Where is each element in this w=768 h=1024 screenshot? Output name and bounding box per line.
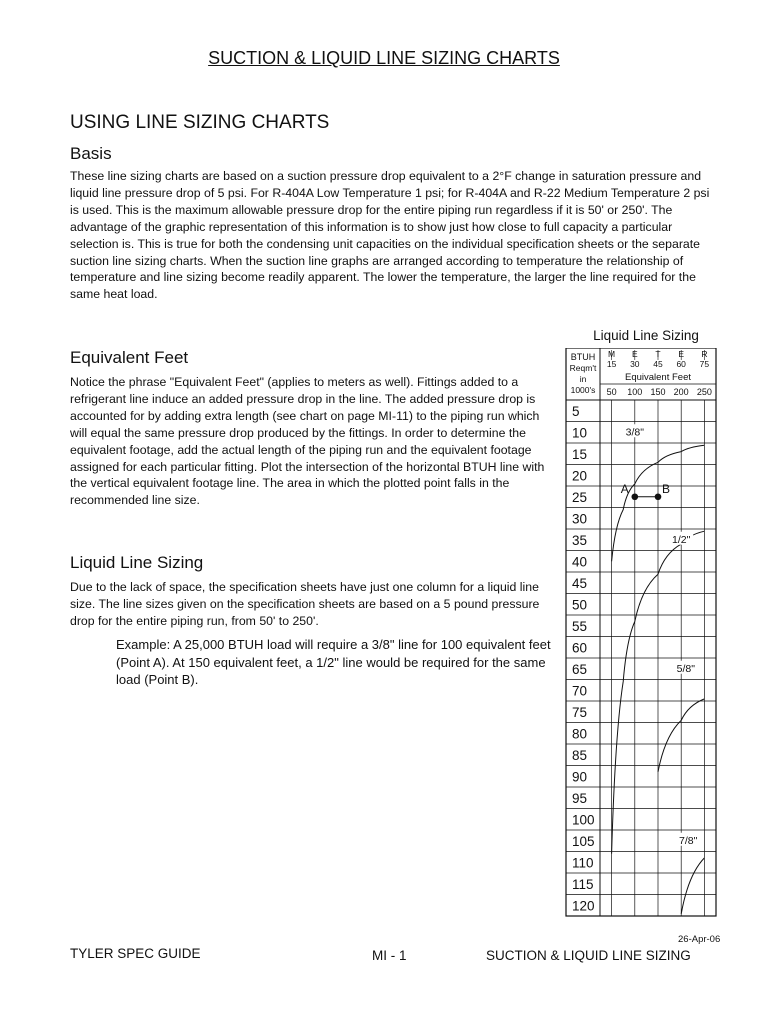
x-tick-label: 50 [606, 387, 617, 397]
section-title: USING LINE SIZING CHARTS [70, 112, 330, 133]
y-row-label: 15 [572, 446, 588, 462]
liquid-line-sizing-chart [560, 348, 720, 930]
example-paragraph: Example: A 25,000 BTUH load will require a 3/8" line for 100 equivalent feet (Point A). At 150 equivalent feet, a 1/2" line would be required for the same load (Point B). [116, 637, 551, 687]
x-tick-label: 250 [696, 387, 712, 397]
y-row-label: 105 [572, 833, 595, 849]
x-tick-label: 200 [673, 387, 689, 397]
meters-value-label: 30 [630, 359, 640, 369]
y-row-label: 35 [572, 532, 588, 548]
zone-label: 5/8" [676, 662, 696, 675]
footer-left: TYLER SPEC GUIDE [70, 946, 201, 961]
y-row-label: 45 [572, 575, 588, 591]
zone-label: 7/8" [678, 834, 698, 847]
meters-header-letter: M [608, 349, 616, 359]
chart-title: Liquid Line Sizing [593, 328, 699, 343]
y-row-label: 70 [572, 683, 588, 699]
x-tick-label: 150 [650, 387, 666, 397]
meters-value-label: 60 [676, 359, 686, 369]
meters-value-label: 15 [606, 359, 617, 369]
y-row-label: 100 [572, 812, 595, 828]
meters-header-letter: T [655, 349, 661, 359]
footer-date: 26-Apr-06 [678, 934, 721, 945]
y-row-label: 65 [572, 661, 588, 677]
y-row-label: 120 [572, 898, 595, 914]
document-title: SUCTION & LIQUID LINE SIZING CHARTS [208, 48, 560, 68]
basis-paragraph: These line sizing charts are based on a suction pressure drop equivalent to a 2°F change in saturation pressure and liquid line pressure drop of 5 psi. For R-404A Low Temperature 1 psi; for R-404A and R-22 Medium Temperature 2 psi is used. This is the maximum allowable pressure drop for the entire piping run regardless if it is 50' or 250'. The advantage of the graphic representation of this information is to show just how close to full capacity a particular selection is. This is true for both the condensing unit capacities on the individual specification sheets or the separate suction line sizing charts. When the suction line graphs are arranged according to temperature the relationship of temperature and line sizing become readily apparent. The lower the temperature, the larger the line required for the same heat load. [70, 169, 710, 302]
equivalent-feet-heading: Equivalent Feet [70, 348, 189, 367]
row-header-text: 1000's [570, 385, 596, 395]
y-row-label: 55 [572, 618, 588, 634]
y-row-label: 40 [572, 554, 588, 570]
zone-label: 1/2" [672, 533, 691, 546]
meters-header-letter: E [631, 349, 638, 359]
y-row-label: 90 [572, 769, 588, 785]
basis-heading: Basis [70, 144, 112, 163]
plotted-point [655, 493, 662, 500]
y-row-label: 30 [572, 511, 588, 527]
y-row-label: 85 [572, 747, 588, 763]
row-header-text: Reqm't [569, 363, 597, 373]
footer-right: SUCTION & LIQUID LINE SIZING [486, 948, 691, 963]
y-row-label: 110 [572, 855, 594, 871]
y-row-label: 5 [572, 403, 580, 419]
line-size-boundary-curve [681, 858, 704, 914]
liquid-line-sizing-heading: Liquid Line Sizing [70, 553, 204, 572]
meters-header-letter: E [678, 349, 685, 359]
y-row-label: 50 [572, 597, 588, 613]
row-header-text: in [579, 374, 587, 384]
row-header-text: BTUH [570, 352, 596, 362]
x-axis-title: Equivalent Feet [624, 372, 692, 383]
y-row-label: 115 [572, 876, 594, 892]
y-row-label: 95 [572, 790, 588, 806]
point-label: B [661, 481, 671, 496]
meters-header-letter: R [701, 349, 708, 359]
meters-value-label: 75 [699, 359, 710, 369]
footer-page-number: MI - 1 [372, 948, 407, 963]
x-tick-label: 100 [627, 387, 643, 397]
equivalent-feet-paragraph: Notice the phrase "Equivalent Feet" (applies to meters as well). Fittings added to a refrigerant line induce an added pressure drop in the line. The added pressure drop is accounted for by adding extra length (see chart on page MI-11) to the piping run which will equal the same pressure drop produced by the fittings. In order to determine the equivalent footage, add the actual length of the piping run and the equivalent footage assigned for each particular fitting. Plot the intersection of the horizontal BTUH line with the vertical equivalent footage line. The area in which the plotted point falls in the recommended line size. [70, 375, 545, 508]
y-row-label: 20 [572, 468, 588, 484]
y-row-label: 10 [572, 425, 588, 441]
y-row-label: 25 [572, 489, 588, 505]
liquid-line-sizing-paragraph: Due to the lack of space, the specification sheets have just one column for a liquid line size. The line sizes given on the specification sheets are based on a 5 pound pressure drop for the entire piping run, from 50' to 250'. [70, 580, 540, 628]
zone-label: 3/8" [625, 426, 644, 439]
y-row-label: 80 [572, 726, 588, 742]
meters-value-label: 45 [653, 359, 663, 369]
y-row-label: 60 [572, 640, 588, 656]
point-label: A [620, 481, 629, 496]
y-row-label: 75 [572, 704, 588, 720]
